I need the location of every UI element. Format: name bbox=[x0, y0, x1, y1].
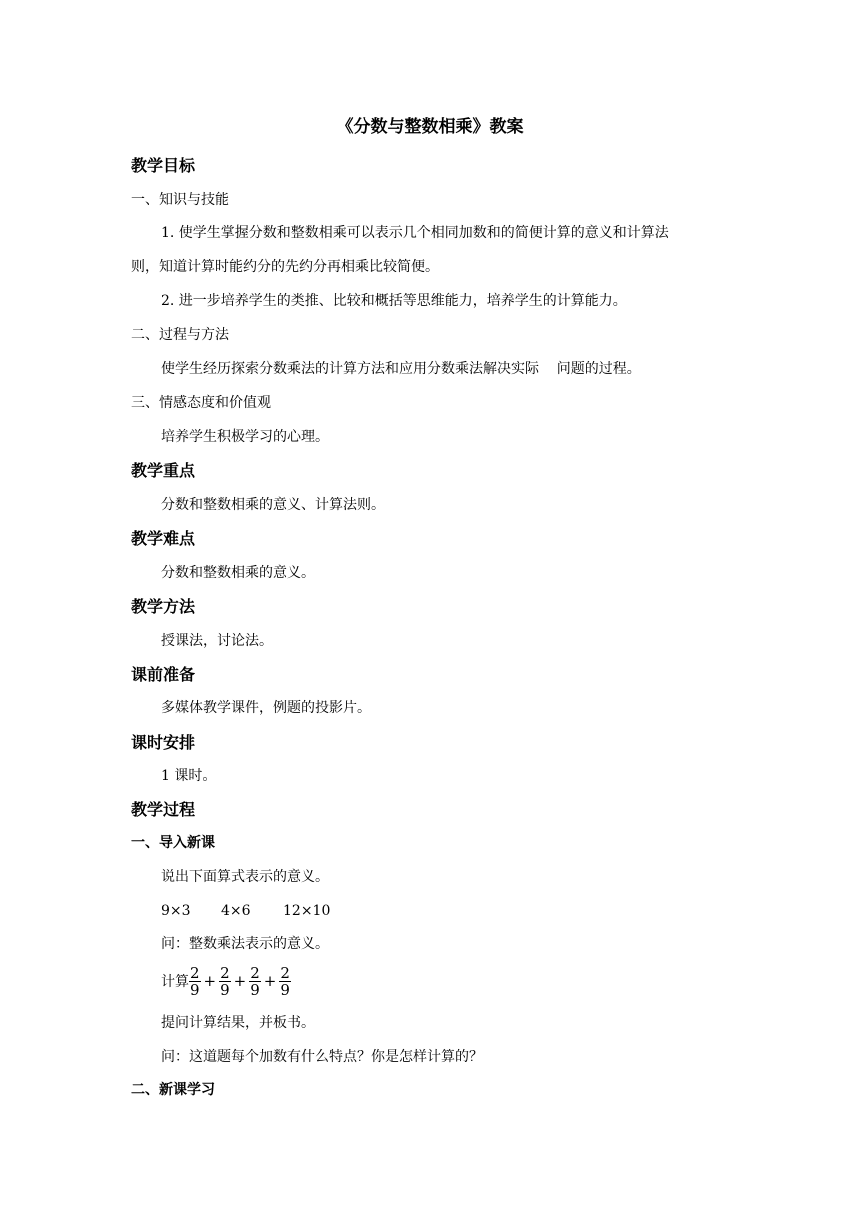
heading-method: 教学方法 bbox=[131, 597, 196, 616]
fraction-denominator: 9 bbox=[250, 981, 260, 999]
fraction-3 bbox=[249, 965, 261, 998]
heading-goals: 教学目标 bbox=[131, 156, 196, 175]
fraction-denominator: 9 bbox=[190, 981, 200, 999]
heading-key-points: 教学重点 bbox=[131, 461, 196, 480]
fraction-2 bbox=[219, 965, 231, 998]
fraction-sum-expression bbox=[161, 965, 291, 998]
goal-item-1-line-2: 则，知道计算时能约分的先约分再相乘比较简便。 bbox=[131, 259, 439, 275]
key-points-text: 分数和整数相乘的意义、计算法则。 bbox=[161, 497, 385, 513]
preparation-text: 多媒体教学课件，例题的投影片。 bbox=[161, 700, 371, 716]
schedule-text: 1 课时。 bbox=[161, 768, 217, 784]
heading-preparation: 课前准备 bbox=[131, 665, 196, 684]
document-title: 《分数与整数相乘》教案 bbox=[336, 117, 524, 137]
heading-teaching-process: 教学过程 bbox=[131, 800, 196, 819]
question-2: 问：这道题每个加数有什么特点？你是怎样计算的？ bbox=[161, 1049, 483, 1065]
fraction-numerator: 2 bbox=[190, 964, 200, 982]
attitude-text: 培养学生积极学习的心理。 bbox=[161, 429, 329, 445]
goal-item-2: 2. 进一步培养学生的类推、比较和概括等思维能力，培养学生的计算能力。 bbox=[161, 293, 627, 309]
intro-text: 说出下面算式表示的意义。 bbox=[161, 869, 329, 885]
fraction-denominator: 9 bbox=[220, 981, 230, 999]
fraction-denominator: 9 bbox=[280, 981, 290, 999]
method-text: 授课法，讨论法。 bbox=[161, 633, 273, 649]
fraction-numerator: 2 bbox=[250, 964, 260, 982]
process-method-text: 使学生经历探索分数乘法的计算方法和应用分数乘法解决实际 问题的过程。 bbox=[161, 361, 641, 377]
fraction-1 bbox=[189, 965, 201, 998]
plus-sign: + bbox=[263, 972, 277, 990]
subheading-new-lesson: 二、新课学习 bbox=[131, 1082, 215, 1098]
difficulty-text: 分数和整数相乘的意义。 bbox=[161, 565, 315, 581]
subheading-process-method: 二、过程与方法 bbox=[131, 327, 229, 343]
plus-sign: + bbox=[203, 972, 217, 990]
heading-difficulty: 教学难点 bbox=[131, 529, 196, 548]
fraction-4 bbox=[279, 965, 291, 998]
expression-3: 12×10 bbox=[283, 903, 331, 919]
goal-item-1-line-1: 1. 使学生掌握分数和整数相乘可以表示几个相同加数和的简便计算的意义和计算法 bbox=[161, 225, 669, 241]
subheading-attitude: 三、情感态度和价值观 bbox=[131, 395, 271, 411]
expression-2: 4×6 bbox=[221, 903, 251, 919]
question-1: 问：整数乘法表示的意义。 bbox=[161, 936, 329, 952]
plus-sign: + bbox=[233, 972, 247, 990]
subheading-knowledge: 一、知识与技能 bbox=[131, 192, 229, 208]
board-note-text: 提问计算结果，并板书。 bbox=[161, 1015, 315, 1031]
calc-label: 计算 bbox=[161, 973, 189, 990]
subheading-introduction: 一、导入新课 bbox=[131, 835, 215, 851]
expression-1: 9×3 bbox=[161, 903, 191, 919]
fraction-numerator: 2 bbox=[280, 964, 290, 982]
fraction-numerator: 2 bbox=[220, 964, 230, 982]
heading-schedule: 课时安排 bbox=[131, 733, 196, 752]
